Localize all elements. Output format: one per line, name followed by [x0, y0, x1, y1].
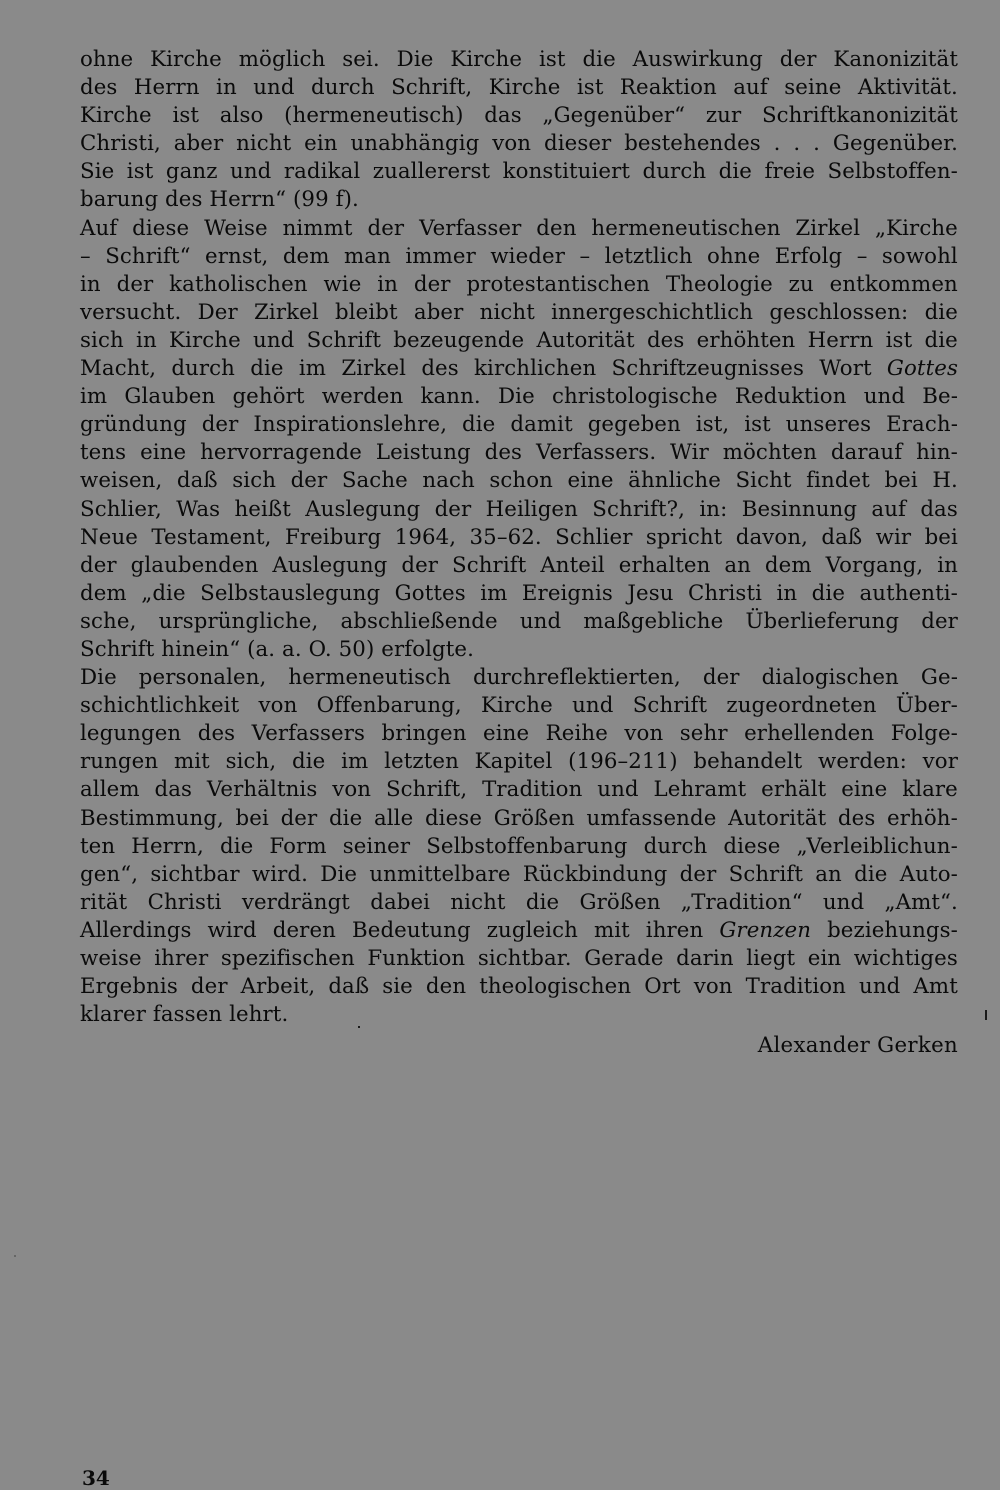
- text-line: gen“, sichtbar wird. Die unmittelbare Rückbindung der Schrift an die Auto-: [80, 861, 958, 887]
- text-line: in der katholischen wie in der protestantischen Theologie zu entkommen: [80, 271, 958, 297]
- text-line: Macht, durch die im Zirkel des kirchlichen Schriftzeugnisses Wort Gottes: [80, 356, 958, 382]
- text-line: des Herrn in und durch Schrift, Kirche ist Reaktion auf seine Aktivität.: [80, 75, 958, 101]
- review-body-text: [80, 46, 958, 1029]
- text-line: Allerdings wird deren Bedeutung zugleich mit ihren Grenzen beziehungs-: [80, 917, 958, 943]
- text-line: barung des Herrn“ (99 f).: [80, 187, 359, 213]
- text-line: gründung der Inspirationslehre, die damit gegeben ist, ist unseres Erach-: [80, 412, 958, 438]
- text-line: klarer fassen lehrt.: [80, 1002, 289, 1028]
- text-line: versucht. Der Zirkel bleibt aber nicht innergeschichtlich geschlossen: die: [80, 299, 958, 325]
- text-line: Sie ist ganz und radikal zuallererst konstituiert durch die freie Selbstoffen-: [80, 159, 958, 185]
- text-line: weisen, daß sich der Sache nach schon eine ähnliche Sicht findet bei H.: [80, 468, 958, 494]
- text-line: weise ihrer spezifischen Funktion sichtbar. Gerade darin liegt ein wichtiges: [80, 946, 958, 971]
- text-line: ohne Kirche möglich sei. Die Kirche ist die Auswirkung der Kanonizität: [80, 47, 958, 72]
- text-line: Schrift hinein“ (a. a. O. 50) erfolgte.: [80, 636, 474, 662]
- scan-speck: [14, 1255, 16, 1257]
- text-line: legungen des Verfassers bringen eine Reihe von sehr erhellenden Folge-: [80, 721, 958, 747]
- text-line: Schlier, Was heißt Auslegung der Heiligen Schrift?, in: Besinnung auf das: [80, 496, 958, 522]
- text-line: Christi, aber nicht ein unabhängig von dieser bestehendes . . . Gegenüber.: [80, 131, 958, 157]
- author-signature: Alexander Gerken: [757, 1033, 958, 1058]
- text-line: ten Herrn, die Form seiner Selbstoffenbarung durch diese „Verleiblichun-: [80, 833, 958, 859]
- text-line: rungen mit sich, die im letzten Kapitel (196–211) behandelt werden: vor: [80, 749, 958, 775]
- text-line: Neue Testament, Freiburg 1964, 35–62. Schlier spricht davon, daß wir bei: [80, 524, 958, 550]
- text-line: schichtlichkeit von Offenbarung, Kirche und Schrift zugeordneten Über-: [80, 693, 958, 719]
- text-line: sich in Kirche und Schrift bezeugende Autorität des erhöhten Herrn ist die: [80, 327, 958, 353]
- text-line: rität Christi verdrängt dabei nicht die Größen „Tradition“ und „Amt“.: [80, 889, 958, 915]
- text-line: Kirche ist also (hermeneutisch) das „Gegenüber“ zur Schriftkanonizität: [80, 103, 958, 129]
- text-line: dem „die Selbstauslegung Gottes im Ereignis Jesu Christi in die authenti-: [80, 580, 958, 606]
- text-line: allem das Verhältnis von Schrift, Tradition und Lehramt erhält eine klare: [80, 777, 958, 803]
- scan-speck: [985, 1010, 987, 1020]
- text-line: Auf diese Weise nimmt der Verfasser den hermeneutischen Zirkel „Kirche: [80, 215, 958, 241]
- text-line: Ergebnis der Arbeit, daß sie den theologischen Ort von Tradition und Amt: [80, 974, 958, 1000]
- scan-speck: [358, 1026, 360, 1028]
- text-line: der glaubenden Auslegung der Schrift Anteil erhalten an dem Vorgang, in: [80, 552, 958, 578]
- page-number: 34: [82, 1466, 110, 1490]
- text-line: im Glauben gehört werden kann. Die christologische Reduktion und Be-: [80, 384, 958, 410]
- text-line: tens eine hervorragende Leistung des Verfassers. Wir möchten darauf hin-: [80, 440, 958, 466]
- text-line: Die personalen, hermeneutisch durchreflektierten, der dialogischen Ge-: [80, 665, 958, 691]
- text-line: sche, ursprüngliche, abschließende und maßgebliche Überlieferung der: [80, 608, 958, 634]
- text-line: Bestimmung, bei der die alle diese Größen umfassende Autorität des erhöh-: [80, 805, 958, 831]
- text-line: – Schrift“ ernst, dem man immer wieder – letztlich ohne Erfolg – sowohl: [80, 243, 958, 269]
